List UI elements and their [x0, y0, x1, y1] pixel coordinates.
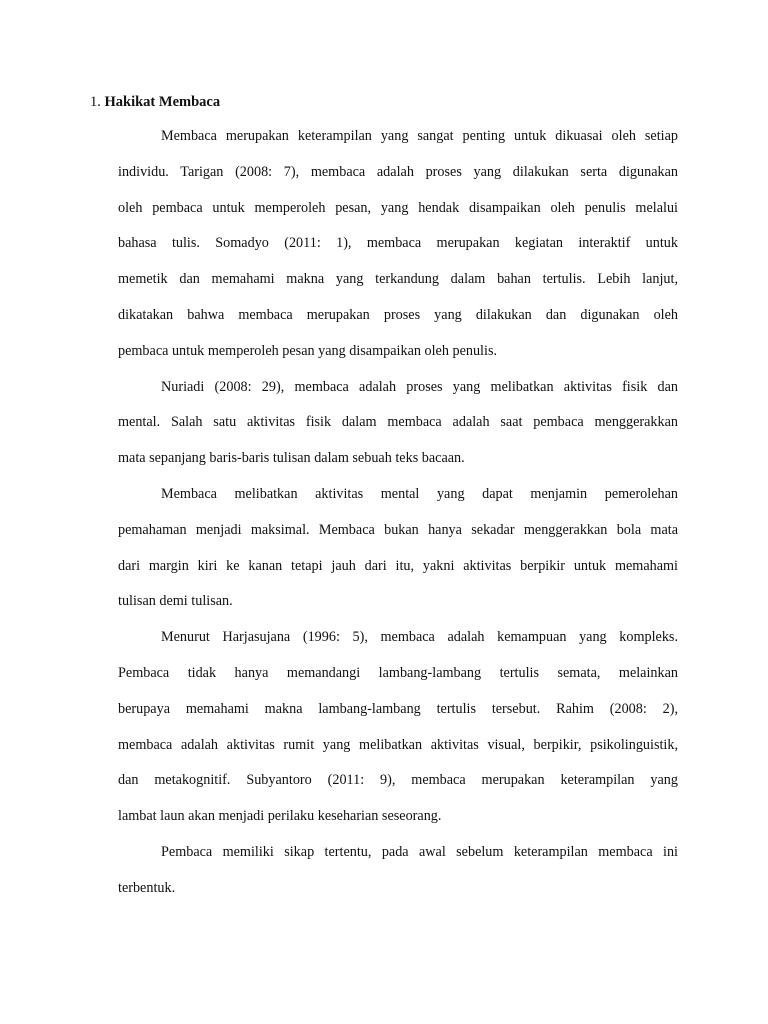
paragraph-line: Membaca melibatkan aktivitas mental yang dapat menjamin pemerolehan	[161, 485, 678, 502]
paragraph	[118, 627, 678, 842]
paragraph-line: dikatakan bahwa membaca merupakan proses yang dilakukan dan digunakan oleh	[118, 306, 678, 323]
paragraph-line: tulisan demi tulisan.	[118, 593, 233, 610]
paragraph	[118, 484, 678, 627]
paragraph-line: Pembaca tidak hanya memandangi lambang-lambang tertulis semata, melainkan	[118, 664, 678, 681]
section-number: 1.	[90, 94, 101, 110]
paragraph-line: dan metakognitif. Subyantoro (2011: 9), membaca merupakan keterampilan yang	[118, 772, 678, 789]
body-text	[118, 126, 678, 914]
paragraph-line: lambat laun akan menjadi perilaku keseharian seseorang.	[118, 808, 442, 825]
paragraph-line: dari margin kiri ke kanan tetapi jauh dari itu, yakni aktivitas berpikir untuk memahami	[118, 557, 678, 574]
section-title: Hakikat Membaca	[104, 94, 221, 110]
paragraph	[118, 377, 678, 484]
paragraph	[118, 842, 678, 914]
paragraph-line: Membaca merupakan keterampilan yang sangat penting untuk dikuasai oleh setiap	[161, 128, 678, 144]
paragraph-line: berupaya memahami makna lambang-lambang tertulis tersebut. Rahim (2008: 2),	[118, 700, 678, 717]
paragraph-line: membaca adalah aktivitas rumit yang melibatkan aktivitas visual, berpikir, psikolinguistik,	[118, 736, 678, 753]
paragraph-line: terbentuk.	[118, 879, 176, 896]
paragraph-line: oleh pembaca untuk memperoleh pesan, yang hendak disampaikan oleh penulis melalui	[118, 199, 678, 216]
paragraph-line: pemahaman menjadi maksimal. Membaca bukan hanya sekadar menggerakkan bola mata	[118, 521, 678, 538]
paragraph-line: Nuriadi (2008: 29), membaca adalah proses yang melibatkan aktivitas fisik dan	[161, 378, 678, 395]
paragraph-line: bahasa tulis. Somadyo (2011: 1), membaca merupakan kegiatan interaktif untuk	[118, 235, 678, 252]
paragraph-line: Menurut Harjasujana (1996: 5), membaca adalah kemampuan yang kompleks.	[161, 629, 678, 646]
paragraph-line: individu. Tarigan (2008: 7), membaca adalah proses yang dilakukan serta digunakan	[118, 163, 678, 180]
paragraph-line: mental. Salah satu aktivitas fisik dalam membaca adalah saat pembaca menggerakkan	[118, 414, 678, 431]
paragraph	[118, 126, 678, 377]
paragraph-line: memetik dan memahami makna yang terkandung dalam bahan tertulis. Lebih lanjut,	[118, 271, 678, 288]
paragraph-line: pembaca untuk memperoleh pesan yang disampaikan oleh penulis.	[118, 342, 498, 359]
paragraph-line: Pembaca memiliki sikap tertentu, pada awal sebelum keterampilan membaca ini	[161, 843, 678, 860]
paragraph-line: mata sepanjang baris-baris tulisan dalam sebuah teks bacaan.	[118, 450, 465, 467]
section-heading	[90, 92, 220, 112]
